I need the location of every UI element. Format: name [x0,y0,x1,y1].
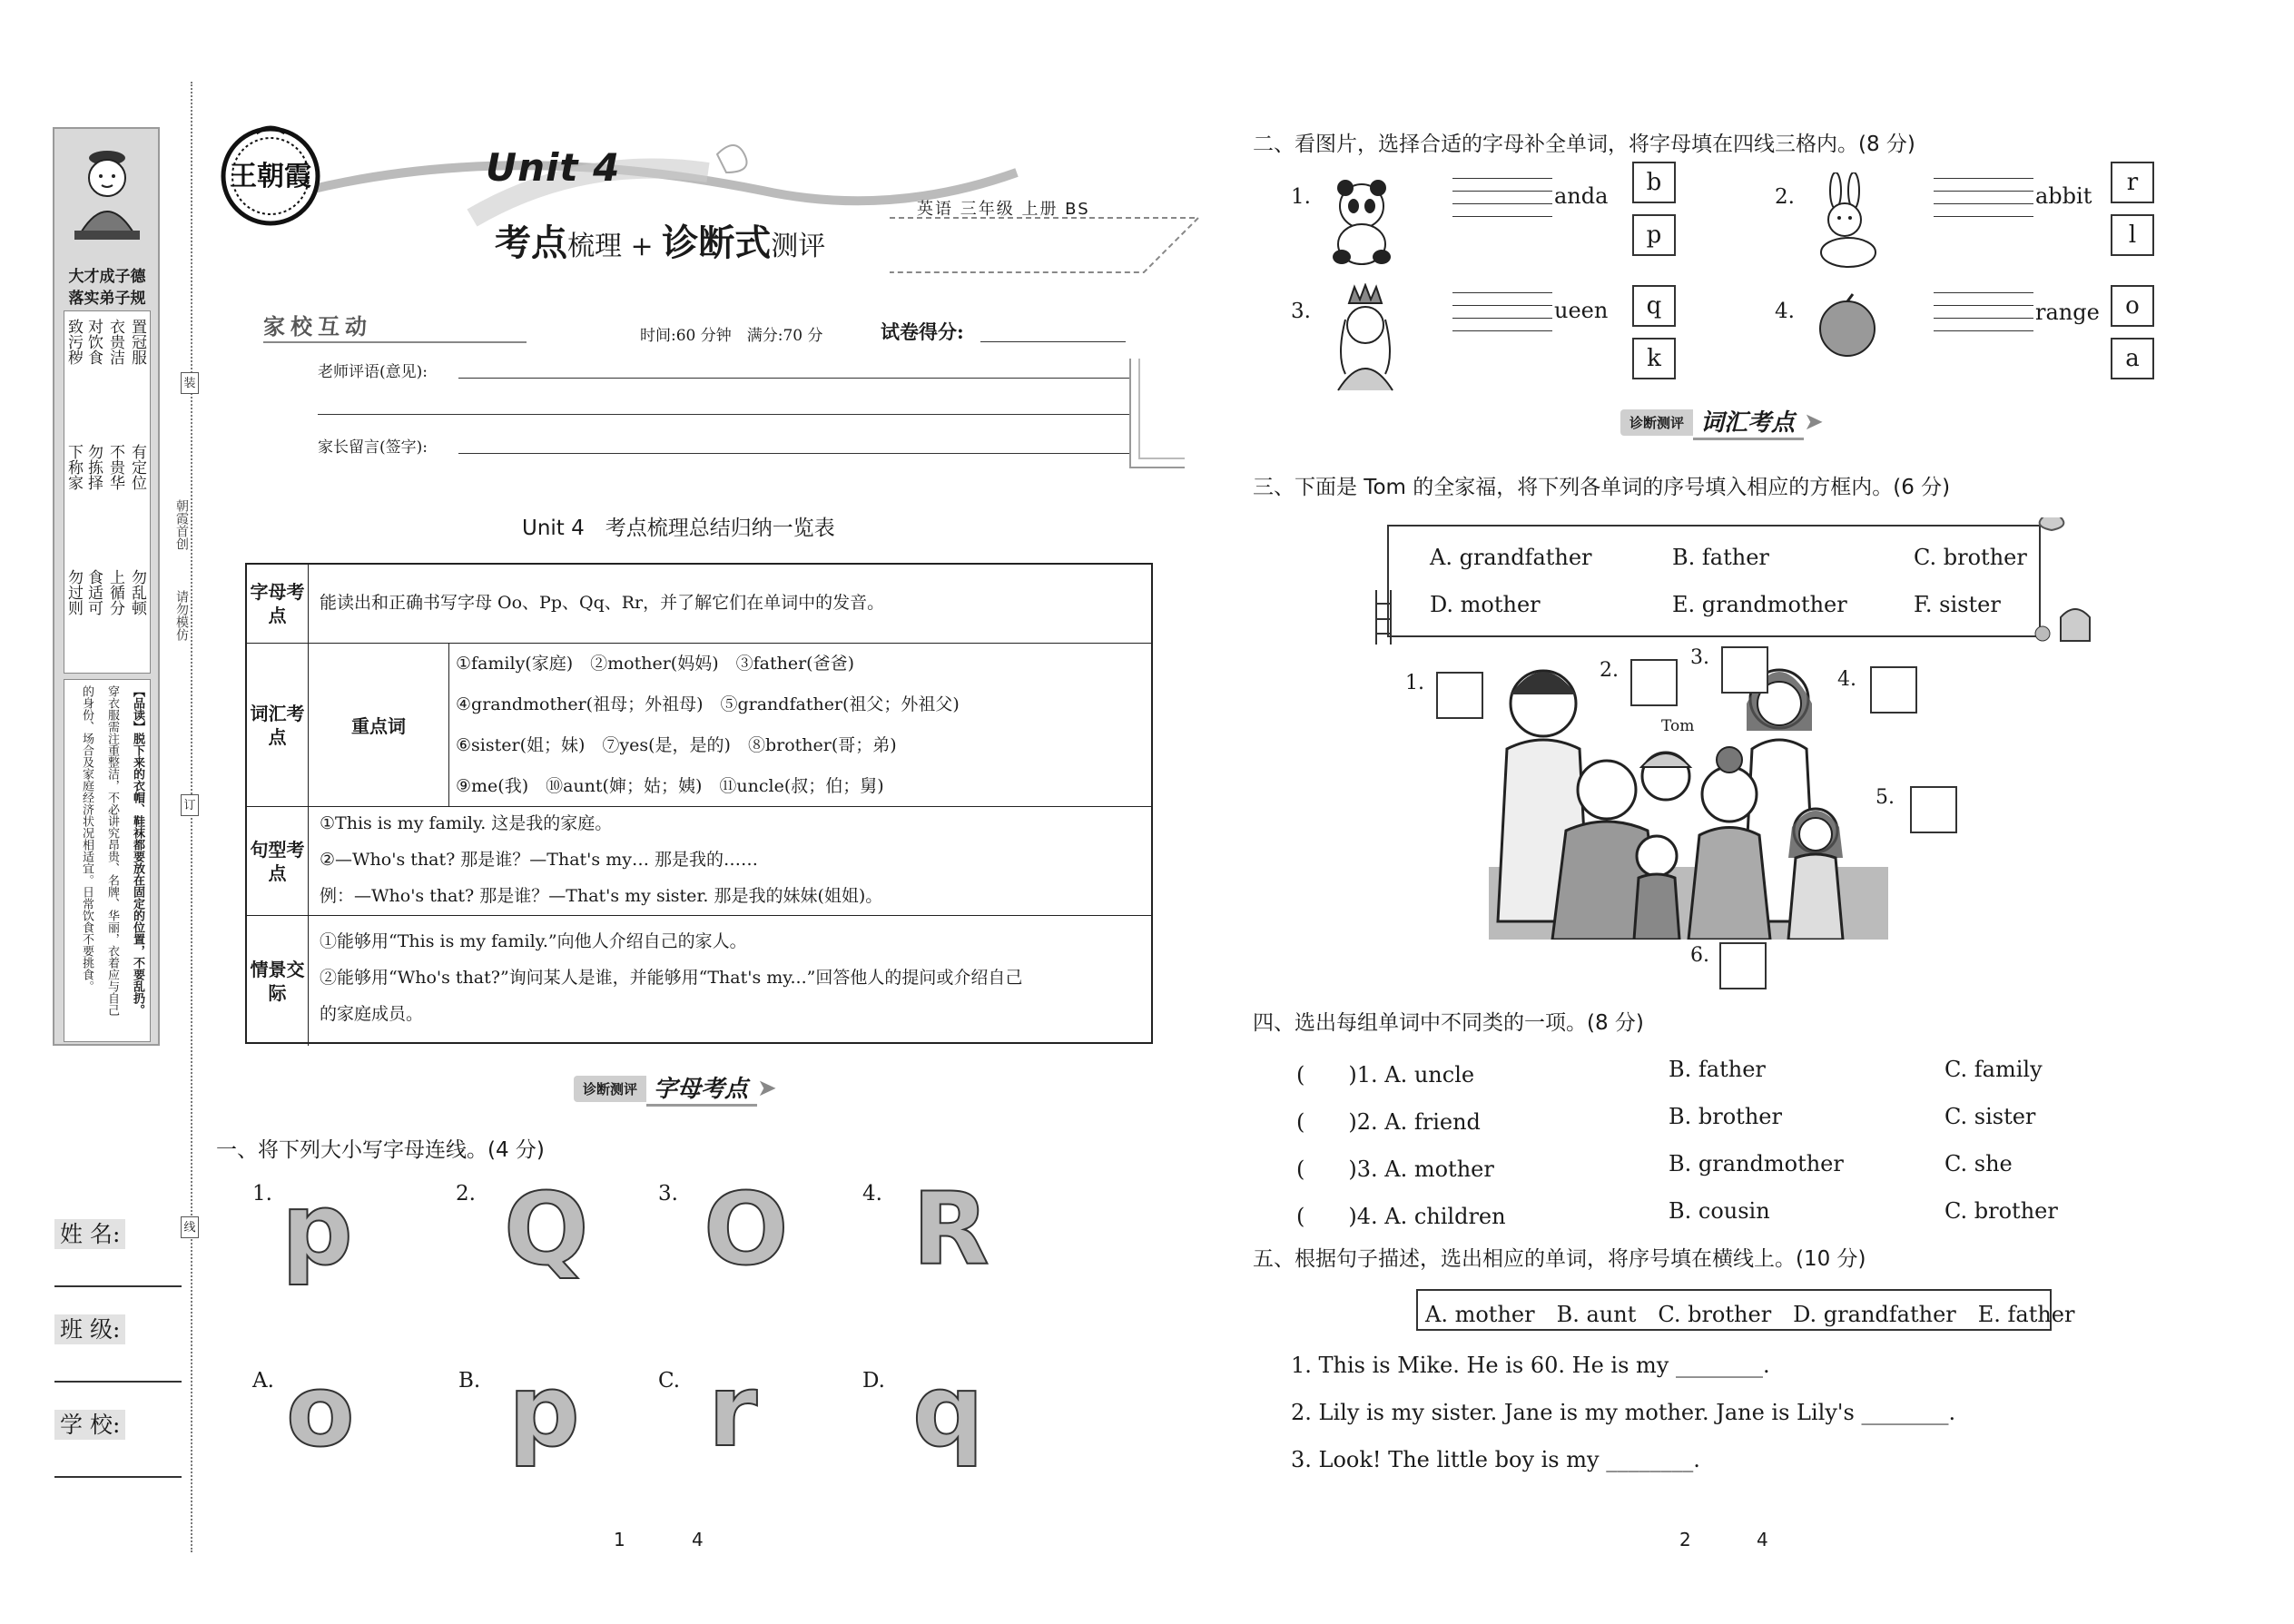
rule-col: 置冠服 [128,319,146,365]
q4-option-b: B. brother [1669,1104,1782,1129]
q4-item[interactable]: ( )2. A. friend [1296,1109,1481,1135]
vocab-line: ①family(家庭) ②mother(妈妈) ③father(爸爸) [456,654,854,674]
q3-option: F. sister [1914,592,2001,617]
panda-icon [1325,177,1398,268]
rules-box [64,310,151,674]
q1-letter[interactable]: Q [504,1171,589,1287]
q1-option: C. [658,1369,681,1393]
rabbit-icon [1807,172,1888,272]
q5-title: 五、根据句子描述，选出相应的单词，将序号填在横线上。(10 分) [1253,1247,1866,1271]
rule-col: 勿过则 [64,569,83,615]
rule-col: 不贵华 [106,444,124,490]
binding-dotted-line [191,82,192,1552]
q1-option: B. [458,1369,481,1393]
time-info: 时间:60 分钟 满分:70 分 [640,327,823,345]
motto-line-2: 落实弟子规 [68,290,146,308]
q1-letter[interactable]: p [281,1171,353,1287]
queen-icon [1327,283,1403,392]
rule-col: 对饮食 [84,319,103,365]
q5-word-bank: A. mother B. aunt C. brother D. grandfather E. father [1416,1289,2052,1331]
brand-seal-icon [220,125,321,227]
q3-number: 5. [1876,786,1895,809]
q1-letter[interactable]: r [708,1353,758,1469]
q3-number: 2. [1600,659,1619,682]
frame-decoration [1371,517,2115,654]
q4-option-c: C. she [1944,1151,2013,1176]
page-number: 4 [692,1529,704,1550]
rule-col: 勿拣择 [84,444,103,490]
parent-label: 家长留言(签字): [318,438,428,457]
q4-item[interactable]: ( )1. A. uncle [1296,1062,1475,1088]
q3-answer-box[interactable] [1870,666,1917,714]
q2-num: 3. [1291,300,1311,323]
q1-num: 4. [862,1182,882,1206]
rule-col: 上循分 [106,569,124,615]
q3-answer-box[interactable] [1910,786,1957,833]
parent-line[interactable] [458,453,1130,454]
q3-answer-box[interactable] [1436,672,1483,719]
comm-line: ①能够用“This is my family.”向他人介绍自己的家人。 [320,931,747,951]
row-category: 句型考点 [247,807,309,915]
table-row [247,643,1151,806]
rule-col: 致污秽 [64,319,83,365]
corner-bracket-decoration [1112,359,1185,486]
letters-section-badge [574,1071,777,1106]
school-label: 学 校: [54,1410,125,1440]
sentence-line: ①This is my family. 这是我的家庭。 [320,813,613,833]
motto-line-1: 大才成子德 [68,268,146,286]
q2-option-box[interactable]: r [2111,162,2154,203]
q3-answer-box[interactable] [1721,646,1768,694]
brand-seal-text: 王朝霞 [230,161,311,192]
q4-option-b: B. grandmother [1669,1151,1844,1176]
class-field[interactable] [54,1312,182,1383]
class-line [54,1381,182,1383]
comm-line: ②能够用“Who's that?”询问某人是谁，并能够用“That's my...”回答他人的提问或介绍自己 [320,968,1023,988]
side-note-2: 请勿模仿 [174,590,189,641]
school-field[interactable] [54,1407,182,1478]
q3-option: B. father [1672,545,1769,570]
row-subcategory: 重点词 [309,644,449,806]
side-note-1: 朝霞首创 [174,499,189,550]
summary-table [245,563,1153,1044]
sidebar-strip [53,127,160,1046]
summary-title: Unit 4 考点梳理总结归纳一览表 [522,517,835,540]
q1-num: 1. [252,1182,272,1206]
school-line [54,1476,182,1478]
q5-sentence[interactable]: 1. This is Mike. He is 60. He is my ________. [1291,1353,1770,1378]
q2-option-box[interactable]: a [2111,338,2154,379]
vocab-line: ④grandmother(祖母；外祖母) ⑤grandfather(祖父；外祖父) [456,694,960,714]
q5-sentence[interactable]: 3. Look! The little boy is my ________. [1291,1447,1700,1472]
rule-col: 食适可 [84,569,103,615]
q3-option: D. mother [1430,592,1541,617]
cut-label: 订 [181,794,199,816]
q2-option-box[interactable]: p [1632,214,1676,256]
q4-item[interactable]: ( )4. A. children [1296,1204,1506,1229]
page-subtitle: 考点梳理 + 诊断式测评 [495,221,826,264]
badge-title: 词汇考点 [1693,404,1804,440]
q2-num: 1. [1291,185,1311,209]
table-row [247,806,1151,915]
row-text: 能读出和正确书写字母 Oo、Pp、Qq、Rr，并了解它们在单词中的发音。 [320,593,885,613]
q3-number: 6. [1690,944,1709,967]
badge-underline [263,341,527,343]
q4-option-c: C. sister [1944,1104,2036,1129]
score-label: 试卷得分: [881,320,964,343]
unit-title: Unit 4 [486,145,621,190]
q3-answer-box[interactable] [1719,942,1767,989]
q1-letter[interactable]: o [286,1353,355,1469]
vocab-line: ⑥sister(姐；妹) ⑦yes(是，是的) ⑧brother(哥；弟) [456,735,897,755]
q4-option-b: B. cousin [1669,1198,1770,1224]
vocab-line: ⑨me(我) ⑩aunt(婶；姑；姨) ⑪uncle(叔；伯；舅) [456,776,884,796]
badge-title: 字母考点 [646,1070,757,1107]
row-category: 词汇考点 [247,644,309,806]
score-line[interactable] [980,341,1126,342]
table-row [247,915,1151,1046]
q4-title: 四、选出每组单词中不同类的一项。(8 分) [1253,1011,1644,1035]
q2-word-fragment: abbit [2035,183,2092,209]
q2-option-box[interactable]: l [2111,214,2154,256]
q5-sentence[interactable]: 2. Lily is my sister. Jane is my mother. Jane is Lily's ________. [1291,1400,1956,1425]
comm-line: 的家庭成员。 [320,1004,424,1024]
arrow-icon: ➤ [757,1075,777,1102]
q2-option-box[interactable]: o [2111,285,2154,327]
page-number: 2 [1679,1529,1691,1550]
q3-number: 1. [1405,672,1424,694]
page-number: 4 [1757,1529,1768,1550]
teacher-line-2[interactable] [318,414,1130,415]
cut-label: 装 [181,372,199,394]
arrow-icon: ➤ [1804,408,1824,436]
sentence-line: 例：—Who's that? 那是谁？—That's my sister. 那是我的妹妹(姐姐)。 [320,886,883,906]
reading-col: 的身份、场合及家庭经济状况相适宜。日常饮食不要挑食。 [80,685,94,992]
q2-writing-lines[interactable] [1934,178,2033,218]
name-line [54,1285,182,1287]
q3-option: E. grandmother [1672,592,1847,617]
q2-num: 2. [1775,185,1795,209]
rule-col: 勿乱顿 [128,569,146,615]
q2-option-box[interactable]: q [1632,285,1676,327]
q1-letter[interactable]: p [508,1353,580,1469]
grade-meta: 英语 三年级 上册 BS [917,200,1090,219]
class-label: 班 级: [54,1314,125,1344]
q1-num: 3. [658,1182,678,1206]
q2-option-box[interactable]: k [1632,338,1676,379]
rule-col: 有定位 [128,444,146,490]
q1-num: 2. [456,1182,476,1206]
q1-option: D. [862,1369,885,1393]
reading-col: 穿衣服需注重整洁，不必讲究昂贵、名牌、华丽，衣着应与自己 [105,685,119,1016]
q2-word-fragment: range [2035,300,2100,325]
q4-option-c: C. brother [1944,1198,2058,1224]
q3-number: 4. [1837,668,1856,691]
teacher-label: 老师评语(意见): [318,363,428,381]
reading-box [64,679,151,1042]
reading-title: 【品读】脱下来的衣帽、鞋袜都要放在固定的位置，不要乱扔。 [131,685,144,1016]
scholar-avatar-icon [62,134,153,261]
sentence-line: ②—Who's that? 那是谁？—That's my… 那是我的…… [320,850,758,870]
q2-writing-lines[interactable] [1934,292,2033,332]
row-category: 情景交际 [247,916,309,1046]
q2-title: 二、看图片，选择合适的字母补全单词，将字母填在四线三格内。(8 分) [1253,133,1915,156]
q2-word-fragment: anda [1554,183,1609,209]
name-field[interactable] [54,1216,182,1287]
family-school-badge: 家校互动 [263,314,372,340]
tom-label: Tom [1661,717,1695,735]
table-row [247,565,1151,643]
q1-option: A. [252,1369,274,1393]
family-photo-illustration [1489,649,1888,940]
q3-title: 三、下面是 Tom 的全家福，将下列各单词的序号填入相应的方框内。(6 分) [1253,476,1951,499]
q3-answer-box[interactable] [1630,659,1678,706]
cut-label: 线 [181,1216,199,1238]
q2-writing-lines[interactable] [1452,292,1552,332]
q1-title: 一、将下列大小写字母连线。(4 分) [216,1138,545,1162]
page-number: 1 [614,1529,625,1550]
badge-pill: 诊断测评 [574,1076,646,1102]
q4-item[interactable]: ( )3. A. mother [1296,1156,1494,1182]
q1-letter[interactable]: q [912,1353,984,1469]
q2-word-fragment: ueen [1554,298,1609,323]
q3-number: 3. [1690,646,1709,669]
q4-option-c: C. family [1944,1057,2043,1082]
q3-option: C. brother [1914,545,2027,570]
rule-col: 下称家 [64,444,83,490]
rule-col: 衣贵洁 [106,319,124,365]
badge-pill: 诊断测评 [1620,409,1693,436]
vocab-section-badge [1620,405,1824,439]
q4-option-b: B. father [1669,1057,1766,1082]
q1-letter[interactable]: R [912,1171,989,1287]
teacher-line-1[interactable] [458,378,1130,379]
q1-letter[interactable]: O [704,1171,789,1287]
q2-option-box[interactable]: b [1632,162,1676,203]
q3-option: A. grandfather [1430,545,1592,570]
q2-writing-lines[interactable] [1452,178,1552,218]
q2-num: 4. [1775,300,1795,323]
name-label: 姓 名: [54,1219,125,1249]
row-category: 字母考点 [247,565,309,643]
orange-icon [1811,289,1884,361]
